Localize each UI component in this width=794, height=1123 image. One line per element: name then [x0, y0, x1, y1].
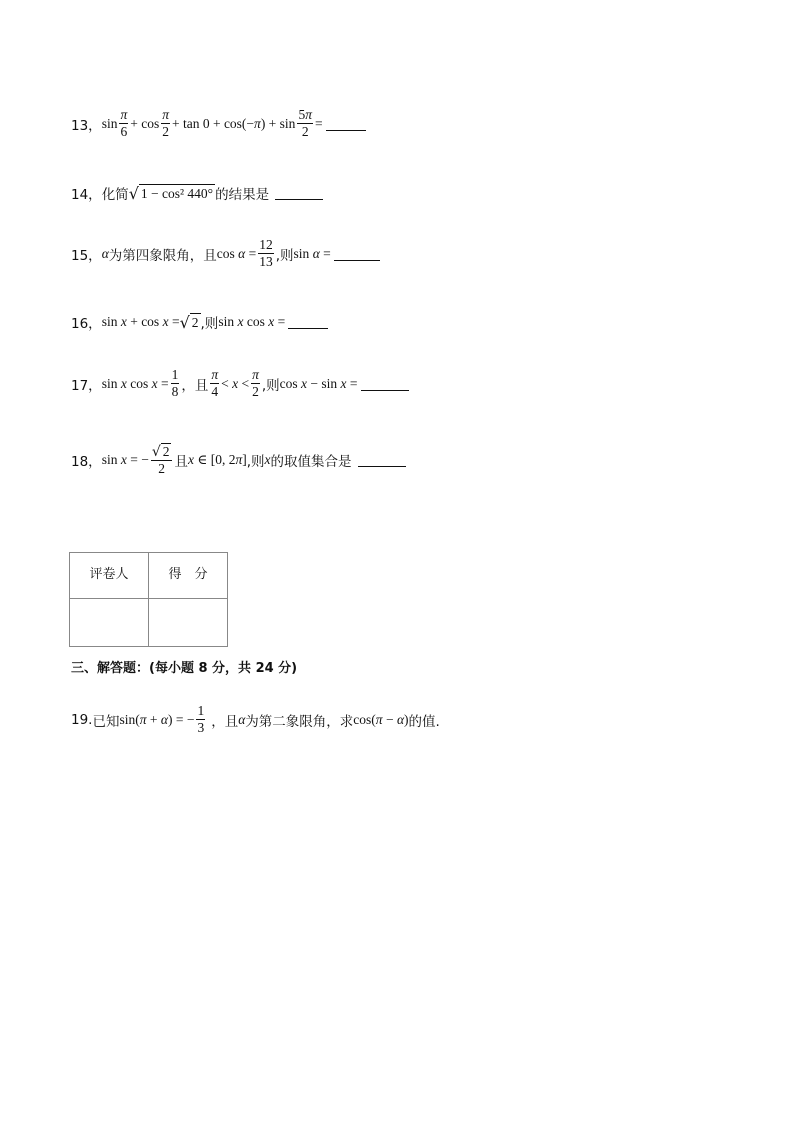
answer-blank	[358, 465, 406, 467]
q19-text: 已知	[92, 713, 120, 730]
question-16: 16， sin x + cos x = √ 2 ,则 sin x cos x =	[71, 312, 328, 332]
score-header: 得 分	[149, 553, 228, 599]
q14-number: 14，	[71, 187, 102, 203]
grader-cell	[70, 599, 149, 647]
answer-blank	[288, 327, 328, 329]
grader-header: 评卷人	[70, 553, 149, 599]
q15-text: 为第四象限角，且	[108, 247, 217, 264]
fraction: $\frac{\pi}{4}$	[211, 367, 219, 400]
fraction: $\frac{1}{3}$	[197, 703, 205, 736]
question-15: 15， α 为第四象限角，且 cos α = $\frac{12}{13}$ ,则 sin α =	[71, 238, 380, 269]
q13-number: 13，	[71, 117, 102, 134]
answer-blank	[361, 389, 409, 391]
fraction: $\frac{5\pi}{2}$	[298, 107, 312, 140]
answer-blank	[275, 198, 323, 200]
fraction: $\frac{1}{8}$	[171, 367, 179, 400]
answer-blank	[334, 259, 380, 261]
question-13: 13， sin $\frac{\pi}{6}$ + cos $\frac{\pi}{2}$ + tan 0 + cos(−π) + sin $\frac{5\pi}{2}$ =	[71, 108, 366, 139]
score-table	[69, 552, 228, 647]
q15-number: 15，	[71, 247, 102, 264]
q19-text-3: 为第二象限角，求	[245, 713, 354, 730]
q19-text-2: ，且	[211, 713, 239, 730]
fraction: $\frac{\pi}{6}$	[120, 107, 128, 140]
question-19: 19. 已知 sin(π + α) = − $\frac{1}{3}$ ，且 α 为第二象限角，求 cos(π − α) 的值.	[71, 703, 440, 736]
section-title: 三、解答题：(每小题 8 分，共 24 分)	[71, 661, 298, 676]
q13-expression: sin	[101, 115, 118, 131]
sqrt-expression: √ 2	[179, 313, 199, 332]
q14-text: 化简	[101, 187, 129, 203]
q17-text-2: ,则	[261, 377, 280, 394]
fraction: $\frac{\pi}{2}$	[252, 367, 259, 400]
q14-text-2: 的结果是	[215, 187, 270, 203]
answer-blank	[326, 129, 366, 131]
q18-text-3: 的取值集合是	[270, 453, 352, 470]
question-14	[71, 183, 323, 203]
fraction: $\frac{12}{13}$	[259, 237, 273, 270]
question-18: 18， sin x = − √ 2 2 且 x ∈ [0, 2π] ,则 x 的取值集合是	[71, 443, 406, 477]
score-cell	[149, 599, 228, 647]
fraction: √ 2 2	[151, 443, 173, 477]
fraction: $\frac{\pi}{2}$	[162, 107, 169, 140]
q16-text: ,则	[200, 316, 219, 332]
q19-number: 19.	[71, 711, 93, 728]
q18-number: 18，	[71, 453, 102, 470]
q15-text-2: ,则	[275, 247, 294, 264]
q16-number: 16，	[71, 316, 102, 332]
q17-text: ，且	[181, 377, 209, 394]
q18-text-2: ,则	[246, 453, 265, 470]
sqrt-expression: √ 1 − cos² 440°	[128, 184, 214, 203]
question-17: 17， sin x cos x = $\frac{1}{8}$ ，且 $\frac{\pi}{4}$ < x < $\frac{\pi}{2}$ ,则 cos x − sin x =	[71, 368, 409, 399]
q19-text-4: 的值.	[408, 713, 440, 730]
q18-text: 且	[174, 453, 188, 470]
q17-number: 17，	[71, 377, 102, 394]
